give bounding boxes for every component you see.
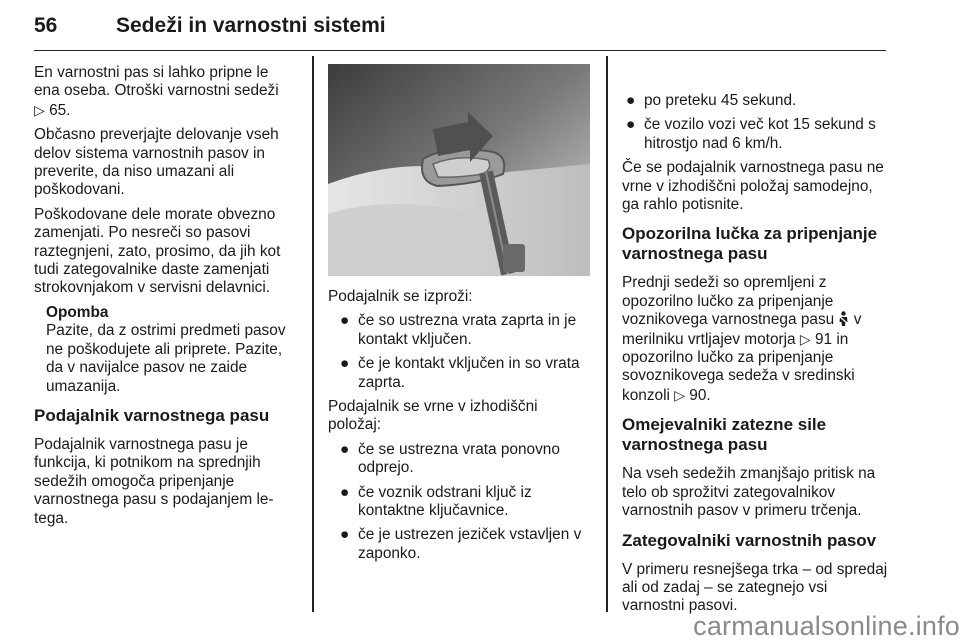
seatbelt-warning-icon (838, 311, 849, 326)
bullet-icon: ● (340, 483, 350, 501)
paragraph: Podajalnik varnostnega pasu je funkcija, ki potnikom na sprednjih sedežih omogoča pripenjanje varnostnega pasu s podajanjem le-tega. (34, 435, 274, 527)
paragraph: V primeru resnejšega trka – od spredaj ali od zadaj – se zategnejo vsi varnostni pasovi. (622, 560, 888, 615)
paragraph: Na vseh sedežih zmanjšajo pritisk na telo ob sprožitvi zategovalnikov varnostnih pasov v primeru trčenja. (622, 465, 876, 520)
belt-presenter-illustration (328, 64, 590, 276)
page-reference[interactable]: 65. (49, 101, 71, 119)
list-item: ● če vozilo vozi več kot 15 sekund s hitrostjo nad 6 km/h. (626, 116, 876, 152)
list-item: ● če je kontakt vključen in so vrata zaprta. (340, 355, 580, 391)
bullet-icon: ● (340, 526, 350, 544)
column-left (34, 64, 296, 534)
page-reference[interactable]: 91 in opozorilno lučko za pripenjanje sovoznikovega sedeža v sredinski konzoli (622, 330, 855, 404)
column-middle (328, 64, 590, 569)
paragraph: Prednji sedeži so opremljeni z opozorilno lučko za pripenjanje voznikovega varnostnega pasu v merilniku vrtljajev motorja ▷ 91 in opozorilno lučko za pripenjanje sovoznikovega sedeža v sredinski konzoli ▷ 90. (622, 274, 862, 404)
bullet-icon: ● (340, 355, 350, 373)
watermark: carmanualsonline.info (693, 611, 960, 641)
list-item: ● če je ustrezen jeziček vstavljen v zaponko. (340, 526, 582, 562)
section-heading: Opozorilna lučka za pripenjanje varnostnega pasu (622, 224, 878, 264)
bullet-icon: ● (626, 92, 636, 109)
note-title: Opomba (46, 303, 109, 321)
bullet-icon: ● (626, 116, 636, 134)
page-reference[interactable]: 90. (689, 386, 711, 404)
paragraph: Podajalnik se vrne v izhodiščni položaj: (328, 398, 538, 434)
bullet-list (328, 441, 590, 563)
column-divider (312, 56, 314, 612)
paragraph: Občasno preverjajte delovanje vseh delov sistema varnostnih pasov in preverite, da niso umazani ali poškodovani. (34, 126, 279, 199)
page-title: Sedeži in varnostni sistemi (116, 14, 386, 37)
note-box (34, 304, 296, 396)
reference-arrow-icon: ▷ (799, 330, 811, 347)
section-heading: Zategovalniki varnostnih pasov (622, 530, 877, 550)
list-item: ● če voznik odstrani ključ iz kontaktne ključavnice. (340, 483, 532, 520)
page-header (34, 4, 886, 51)
bullet-list (328, 312, 590, 392)
column-right (622, 92, 888, 622)
paragraph: En varnostni pas si lahko pripne le ena oseba. Otroški varnostni sedeži ▷ 65. (34, 64, 279, 119)
bullet-list (622, 92, 888, 153)
paragraph: Če se podajalnik varnostnega pasu ne vrne v izhodiščni položaj samodejno, ga rahlo potisnite. (622, 159, 884, 214)
reference-arrow-icon: ▷ (34, 101, 45, 118)
bullet-icon: ● (340, 440, 350, 458)
column-divider (606, 56, 608, 612)
page-number: 56 (34, 14, 58, 37)
reference-arrow-icon: ▷ (674, 386, 685, 403)
list-item: ● če so ustrezna vrata zaprta in je kontakt vključen. (340, 312, 577, 348)
bullet-icon: ● (340, 312, 350, 330)
list-item: ● če se ustrezna vrata ponovno odprejo. (340, 440, 560, 477)
section-heading: Podajalnik varnostnega pasu (34, 405, 270, 425)
paragraph: Poškodovane dele morate obvezno zamenjati. Po nesreči so pasovi raztegnjeni, zato, prosimo, da jih kot tudi zategovalnike daste zamenjati strokovnjakom v servisni delavnici. (34, 205, 281, 297)
list-item: ● po preteku 45 sekund. (626, 92, 797, 109)
note-text: Pazite, da z ostrimi predmeti pasov ne poškodujete ali priprete. Pazite, da v navijalce pasov ne zaide umazanija. (46, 322, 286, 395)
paragraph: Podajalnik se izproži: (328, 288, 473, 305)
section-heading: Omejevalniki zatezne sile varnostnega pasu (622, 415, 827, 455)
